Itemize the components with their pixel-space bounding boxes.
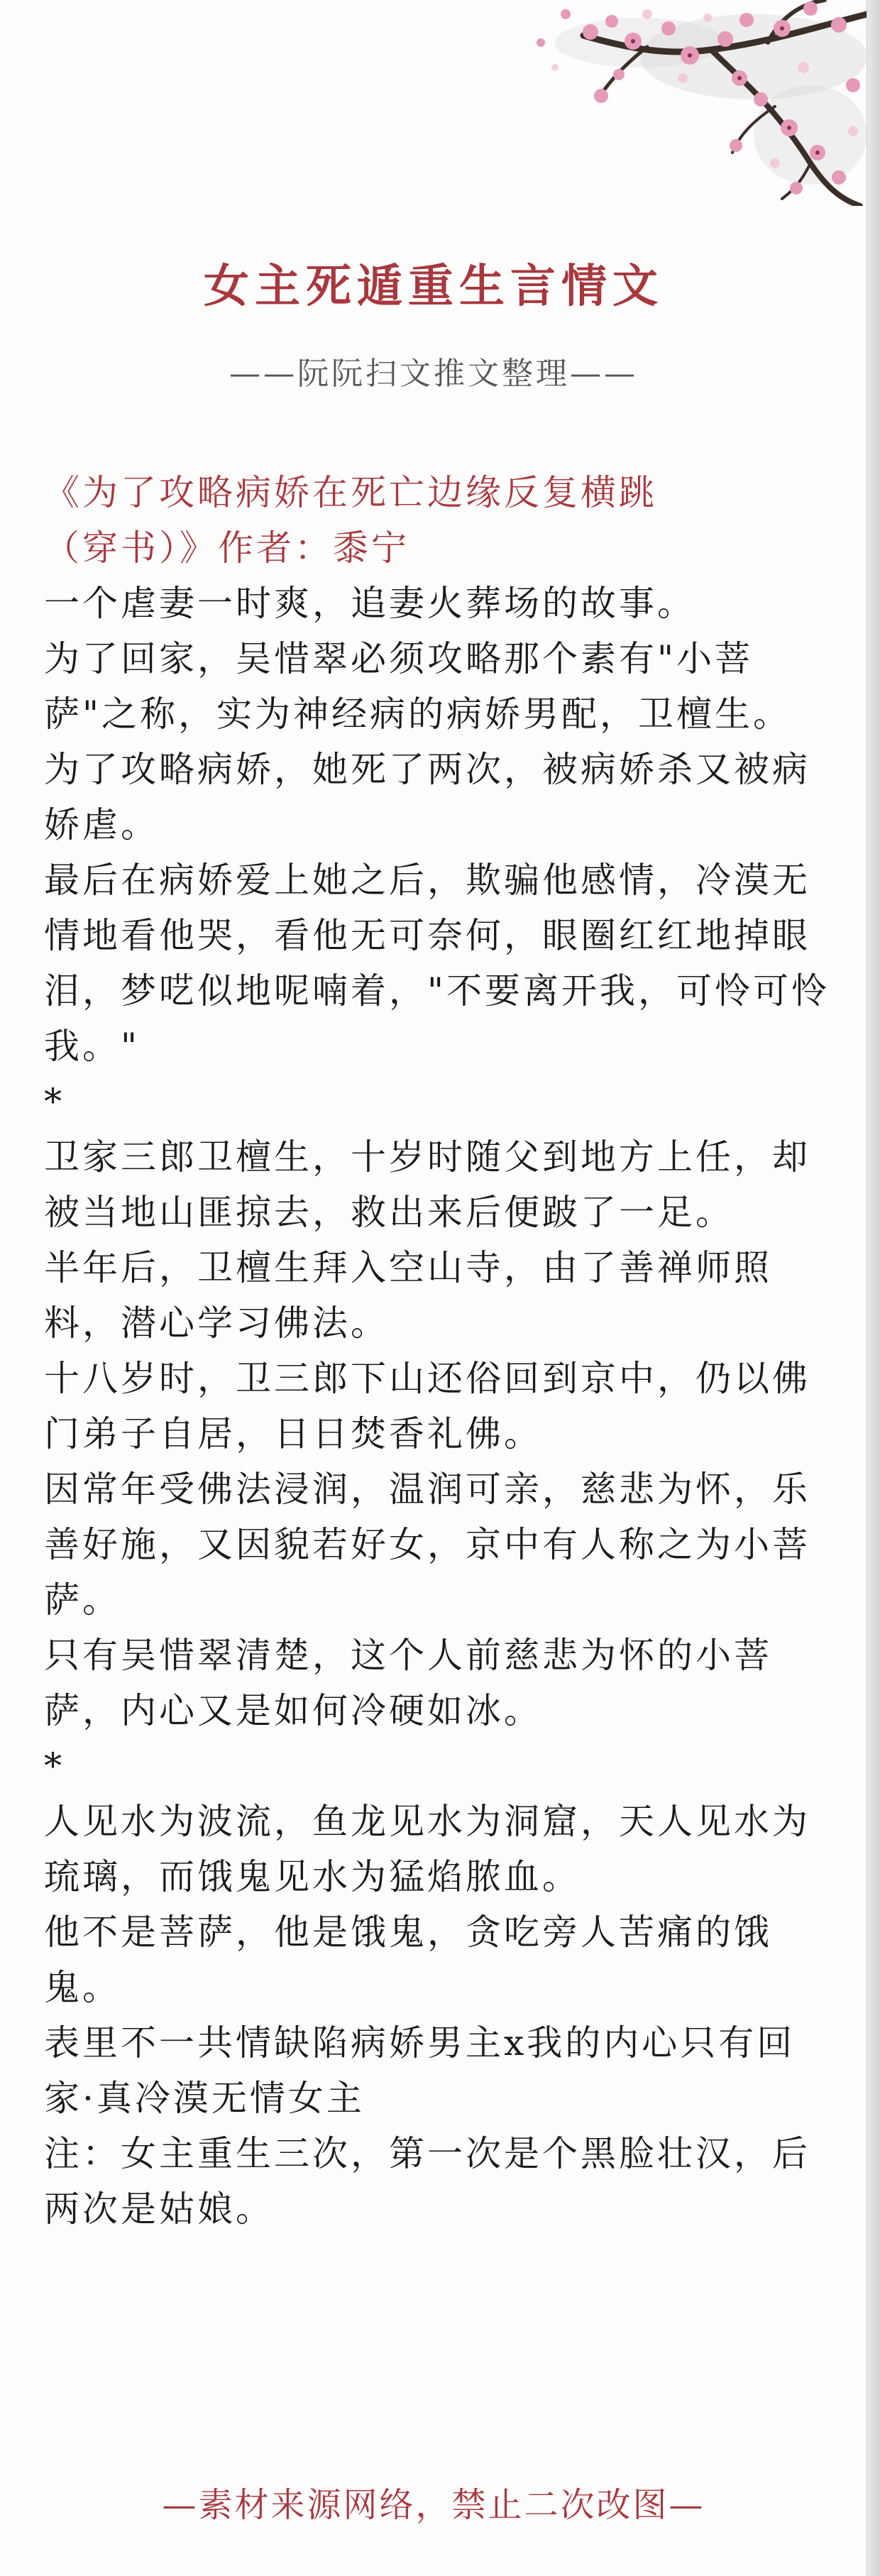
paragraph: 十八岁时，卫三郎下山还俗回到京中，仍以佛门弟子自居，日日焚香礼佛。 (44, 1358, 810, 1454)
paragraph: 人见水为波流，鱼龙见水为洞窟，天人见水为琉璃，而饿鬼见水为猛焰脓血。 (44, 1801, 810, 1897)
article-body (44, 465, 832, 2237)
paragraph: 卫家三郎卫檀生，十岁时随父到地方上任，却被当地山匪掠去，救出来后便跛了一足。 (44, 1136, 810, 1233)
section-separator: * (44, 1745, 65, 1787)
paragraph: 注：女主重生三次，第一次是个黑脸壮汉，后两次是姑娘。 (44, 2133, 810, 2230)
section-separator: * (44, 1081, 65, 1122)
page-subtitle: ——阮阮扫文推文整理—— (229, 356, 638, 392)
paragraph: 表里不一共情缺陷病娇男主x我的内心只有回家·真冷漠无情女主 (44, 2022, 796, 2119)
paragraph: 只有吴惜翠清楚，这个人前慈悲为怀的小菩萨，内心又是如何冷硬如冰。 (44, 1635, 772, 1731)
paragraph: 为了攻略病娇，她死了两次，被病娇杀又被病娇虐。 (44, 749, 810, 845)
plum-blossom-branch-illustration (314, 0, 867, 206)
page-title: 女主死遁重生言情文 (204, 260, 664, 313)
footer-note: —素材来源网络，禁止二次改图— (162, 2485, 705, 2525)
paragraph: 为了回家，吴惜翠必须攻略那个素有"小菩萨"之称，实为神经病的病娇男配，卫檀生。 (44, 638, 791, 735)
book-title-line-1: 《为了攻略病娇在死亡边缘反复横跳 (44, 472, 657, 513)
paragraph: 半年后，卫檀生拜入空山寺，由了善禅师照料，潜心学习佛法。 (44, 1247, 772, 1344)
paragraph: 他不是菩萨，他是饿鬼，贪吃旁人苦痛的饿鬼。 (44, 1912, 772, 2008)
book-title-line-2: （穿书）》作者：黍宁 (44, 527, 409, 569)
paragraph: 一个虐妻一时爽，追妻火葬场的故事。 (44, 583, 695, 624)
page-edge-border (867, 0, 880, 2576)
paragraph: 最后在病娇爱上她之后，欺骗他感情，冷漠无情地看他哭，看他无可奈何，眼圈红红地掉眼泪，梦呓似地呢喃着，"不要离开我，可怜可怜我。" (44, 860, 830, 1067)
paragraph: 因常年受佛法浸润，温润可亲，慈悲为怀，乐善好施，又因貌若好女，京中有人称之为小菩萨。 (44, 1469, 810, 1621)
